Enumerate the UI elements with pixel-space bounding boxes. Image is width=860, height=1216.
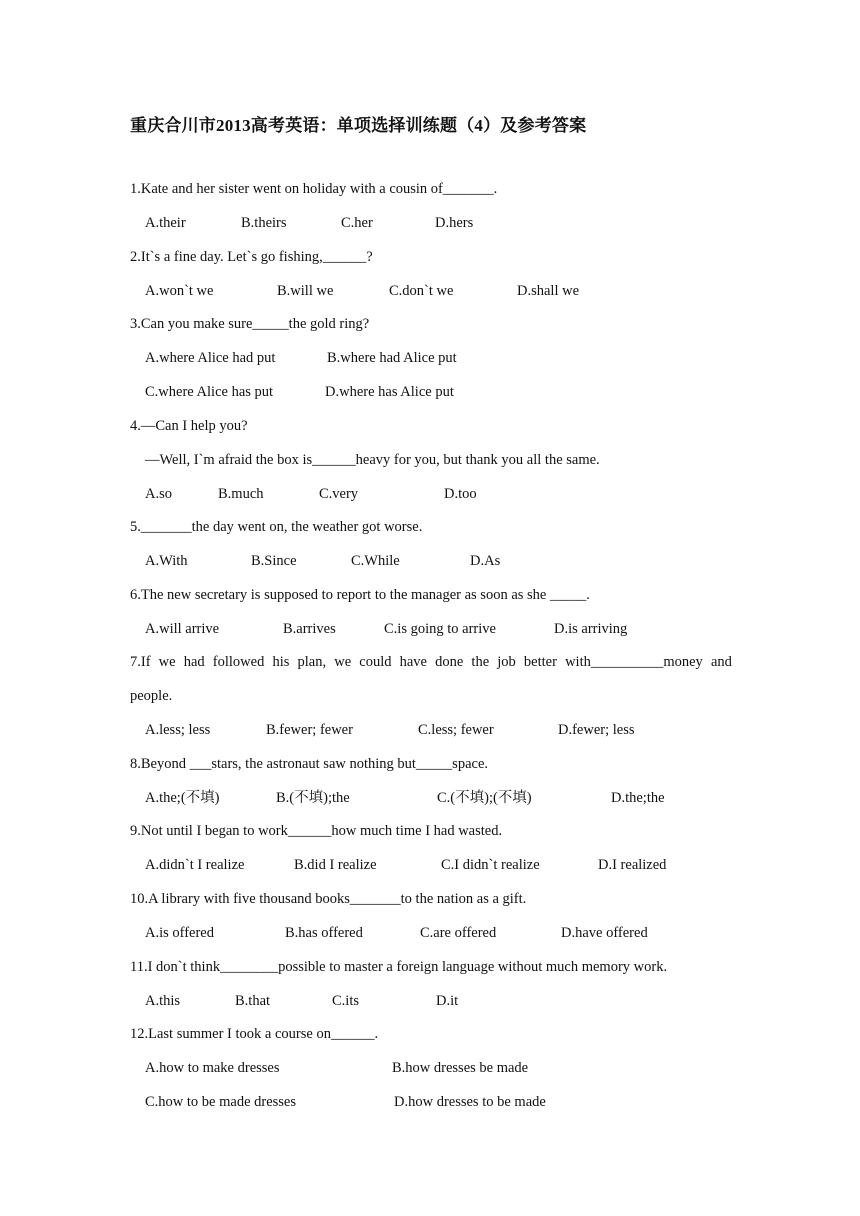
stem-word: have bbox=[399, 654, 427, 670]
option-c: C.don`t we bbox=[389, 283, 454, 299]
stem-word: had bbox=[183, 654, 205, 670]
option-a: A.is offered bbox=[145, 925, 214, 941]
question-stem: 6.The new secretary is supposed to report to the manager as soon as she _____. bbox=[130, 587, 590, 603]
stem-word: we bbox=[334, 654, 352, 670]
option-b: B.theirs bbox=[241, 215, 287, 231]
option-d: D.too bbox=[444, 486, 477, 502]
option-a: A.where Alice had put bbox=[145, 350, 276, 366]
question-stem: 4.—Can I help you? bbox=[130, 418, 248, 434]
question-stem: 12.Last summer I took a course on______. bbox=[130, 1026, 379, 1042]
question-stem: 8.Beyond ___stars, the astronaut saw nothing but_____space. bbox=[130, 756, 489, 772]
option-a: A.how to make dresses bbox=[145, 1060, 280, 1076]
option-d: D.As bbox=[470, 553, 501, 569]
option-d: D.where has Alice put bbox=[325, 384, 454, 400]
option-a: A.With bbox=[145, 553, 188, 569]
option-c: C.is going to arrive bbox=[384, 621, 496, 637]
question-stem: 5._______the day went on, the weather got worse. bbox=[130, 519, 423, 535]
option-b: B.how dresses be made bbox=[392, 1060, 529, 1076]
option-c: C.how to be made dresses bbox=[145, 1094, 297, 1110]
option-d: D.it bbox=[436, 993, 459, 1009]
stem-word: better bbox=[523, 654, 557, 670]
question-stem: 2.It`s a fine day. Let`s go fishing,______? bbox=[130, 249, 373, 265]
option-d: D.fewer; less bbox=[558, 722, 635, 738]
stem-word: we bbox=[158, 654, 176, 670]
option-c: C.where Alice has put bbox=[145, 384, 274, 400]
question-stem-continued: people. bbox=[130, 688, 173, 704]
option-b: B.that bbox=[235, 993, 271, 1009]
stem-word: his bbox=[272, 654, 290, 670]
option-d: D.have offered bbox=[561, 925, 648, 941]
stem-word: the bbox=[471, 654, 490, 670]
option-c: C.her bbox=[341, 215, 373, 231]
option-c: C.I didn`t realize bbox=[441, 857, 540, 873]
option-c: C.are offered bbox=[420, 925, 497, 941]
option-a: A.will arrive bbox=[145, 621, 220, 637]
stem-word: followed bbox=[212, 654, 265, 670]
stem-word: with__________money bbox=[565, 654, 703, 670]
question-stem: 10.A library with five thousand books_______to the nation as a gift. bbox=[130, 891, 527, 907]
option-b: B.has offered bbox=[285, 925, 363, 941]
option-c: C.less; fewer bbox=[418, 722, 494, 738]
option-d: D.I realized bbox=[598, 857, 667, 873]
stem-word: 7.If bbox=[130, 654, 151, 670]
option-a: A.won`t we bbox=[145, 283, 214, 299]
option-d: D.shall we bbox=[517, 283, 580, 299]
option-a: A.didn`t I realize bbox=[145, 857, 245, 873]
page-title: 重庆合川市2013高考英语：单项选择训练题（4）及参考答案 bbox=[130, 116, 587, 135]
option-c: C.While bbox=[351, 553, 400, 569]
option-b: B.will we bbox=[277, 283, 334, 299]
option-b: B.(不填);the bbox=[276, 790, 350, 806]
option-c: C.(不填);(不填) bbox=[437, 790, 532, 806]
stem-word: done bbox=[435, 654, 464, 670]
option-d: D.is arriving bbox=[554, 621, 628, 637]
option-b: B.much bbox=[218, 486, 264, 502]
option-d: D.how dresses to be made bbox=[394, 1094, 546, 1110]
option-a: A.this bbox=[145, 993, 181, 1009]
option-c: C.its bbox=[332, 993, 359, 1009]
option-d: D.the;the bbox=[611, 790, 665, 806]
question-stem: 1.Kate and her sister went on holiday with a cousin of_______. bbox=[130, 181, 498, 197]
question-stem bbox=[130, 653, 732, 671]
option-b: B.where had Alice put bbox=[327, 350, 457, 366]
stem-word: job bbox=[497, 654, 516, 670]
option-c: C.very bbox=[319, 486, 359, 502]
question-stem: 9.Not until I began to work______how much time I had wasted. bbox=[130, 823, 503, 839]
option-b: B.fewer; fewer bbox=[266, 722, 353, 738]
question-stem: 11.I don`t think________possible to master a foreign language without much memory work. bbox=[130, 959, 668, 975]
option-a: A.so bbox=[145, 486, 172, 502]
question-stem: 3.Can you make sure_____the gold ring? bbox=[130, 316, 370, 332]
stem-word: and bbox=[710, 654, 732, 670]
option-a: A.their bbox=[145, 215, 186, 231]
option-a: A.less; less bbox=[145, 722, 211, 738]
option-b: B.Since bbox=[251, 553, 297, 569]
stem-word: could bbox=[359, 654, 392, 670]
stem-word: plan, bbox=[297, 654, 327, 670]
option-b: B.arrives bbox=[283, 621, 336, 637]
option-b: B.did I realize bbox=[294, 857, 377, 873]
question-stem-reply: —Well, I`m afraid the box is______heavy for you, but thank you all the same. bbox=[145, 452, 600, 468]
option-a: A.the;(不填) bbox=[145, 790, 220, 806]
option-d: D.hers bbox=[435, 215, 474, 231]
